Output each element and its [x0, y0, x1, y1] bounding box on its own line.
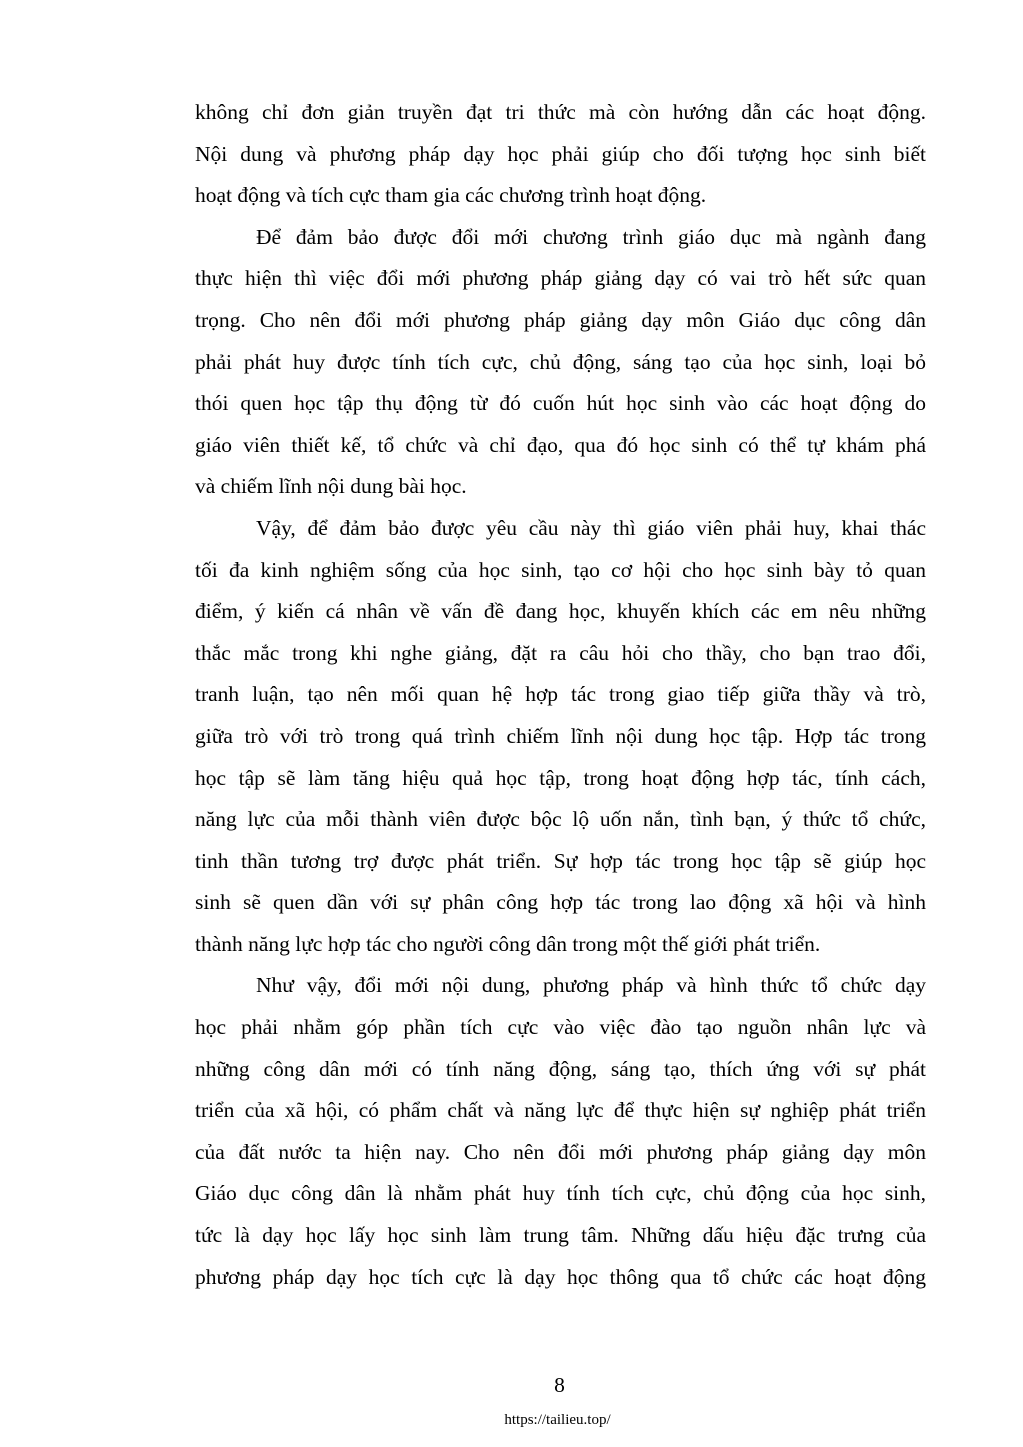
text-line: những công dân mới có tính năng động, sáng tạo, thích ứng với sự phát	[195, 1056, 926, 1081]
text-line: điểm, ý kiến cá nhân về vấn đề đang học, khuyến khích các em nêu những	[195, 599, 926, 624]
text-line: thực hiện thì việc đổi mới phương pháp giảng dạy có vai trò hết sức quan	[195, 266, 926, 291]
body-text	[195, 92, 926, 1298]
page-number: 8	[554, 1373, 565, 1397]
text-line: trọng. Cho nên đổi mới phương pháp giảng dạy môn Giáo dục công dân	[195, 307, 926, 332]
text-line: giữa trò với trò trong quá trình chiếm lĩnh nội dung học tập. Hợp tác trong	[195, 723, 926, 748]
text-line: giáo viên thiết kế, tổ chức và chỉ đạo, qua đó học sinh có thể tự khám phá	[195, 432, 926, 457]
text-line: triển của xã hội, có phẩm chất và năng lực để thực hiện sự nghiệp phát triển	[195, 1098, 926, 1123]
text-line: học tập sẽ làm tăng hiệu quả học tập, trong hoạt động hợp tác, tính cách,	[195, 765, 926, 790]
paragraph-first-line: Như vậy, đổi mới nội dung, phương pháp và hình thức tổ chức dạy	[256, 973, 926, 998]
text-line: tinh thần tương trợ được phát triển. Sự hợp tác trong học tập sẽ giúp học	[195, 848, 926, 873]
text-line: sinh sẽ quen dần với sự phân công hợp tác trong lao động xã hội và hình	[195, 890, 926, 915]
text-line: phải phát huy được tính tích cực, chủ động, sáng tạo của học sinh, loại bỏ	[195, 349, 926, 374]
text-line: và chiếm lĩnh nội dung bài học.	[195, 474, 467, 499]
text-line: thói quen học tập thụ động từ đó cuốn hút học sinh vào các hoạt động do	[195, 391, 926, 416]
text-line: không chỉ đơn giản truyền đạt tri thức mà còn hướng dẫn các hoạt động.	[195, 100, 926, 124]
text-line: tức là dạy học lấy học sinh làm trung tâm. Những dấu hiệu đặc trưng của	[195, 1223, 926, 1248]
text-line: Nội dung và phương pháp dạy học phải giúp cho đối tượng học sinh biết	[195, 141, 926, 166]
text-line: thành năng lực hợp tác cho người công dân trong một thế giới phát triển.	[195, 931, 821, 956]
text-line: năng lực của mỗi thành viên được bộc lộ uốn nắn, tình bạn, ý thức tổ chức,	[195, 807, 926, 832]
text-line: tranh luận, tạo nên mối quan hệ hợp tác trong giao tiếp giữa thầy và trò,	[195, 682, 926, 707]
text-line: tối đa kinh nghiệm sống của học sinh, tạo cơ hội cho học sinh bày tỏ quan	[195, 557, 926, 582]
text-line: Giáo dục công dân là nhằm phát huy tính tích cực, chủ động của học sinh,	[195, 1181, 926, 1206]
source-url-footer: https://tailieu.top/	[504, 1412, 611, 1428]
text-line: phương pháp dạy học tích cực là dạy học thông qua tổ chức các hoạt động	[195, 1264, 926, 1289]
text-line: học phải nhằm góp phần tích cực vào việc đào tạo nguồn nhân lực và	[195, 1015, 926, 1040]
text-line: thắc mắc trong khi nghe giảng, đặt ra câu hỏi cho thầy, cho bạn trao đổi,	[195, 640, 926, 665]
text-line: của đất nước ta hiện nay. Cho nên đổi mới phương pháp giảng dạy môn	[195, 1139, 926, 1164]
paragraph-first-line: Vậy, để đảm bảo được yêu cầu này thì giáo viên phải huy, khai thác	[256, 515, 926, 540]
text-line: hoạt động và tích cực tham gia các chương trình hoạt động.	[195, 183, 707, 208]
paragraph-first-line: Để đảm bảo được đổi mới chương trình giáo dục mà ngành đang	[256, 224, 926, 249]
